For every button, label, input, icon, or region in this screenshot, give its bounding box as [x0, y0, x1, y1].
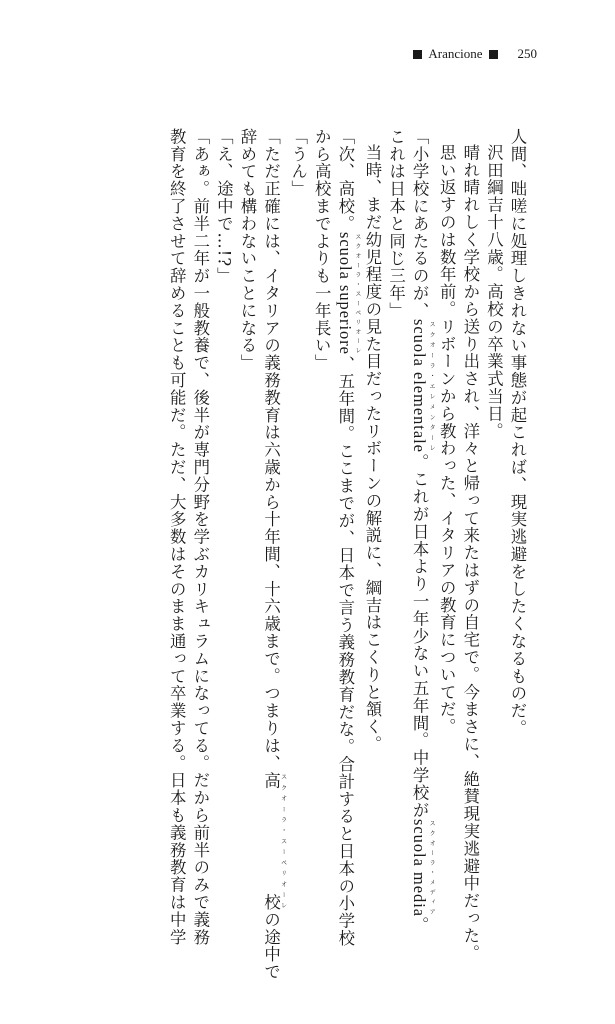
ruby-base: scuola elementale — [410, 319, 430, 454]
ruby-term — [410, 319, 436, 454]
text-line: 晴れ晴れしく学校から送り出され、洋々と帰って来たはずの自宅で。今まさに、絶賛現実逃避中だった。 — [460, 144, 480, 963]
text-line: 思い返すのは数年前。リボーンから教わった、イタリアの教育についてだ。 — [437, 144, 457, 736]
text-line: 「え、途中で…!?」 — [214, 128, 234, 285]
line-segment: 「次、高校。 — [335, 128, 355, 233]
line-segment: 「ただ正確には、イタリアの義務教育は六歳から十年間、十六歳まで。つまりは、 — [261, 128, 281, 772]
ruby-term — [261, 771, 287, 912]
text-line: これは日本と同じ三年」 — [386, 128, 406, 320]
ruby-reading: スクオーラ・エレメンターレ — [428, 319, 436, 454]
header-square-right — [489, 50, 498, 59]
text-line: 「あぁ。前半二年が一般教養で、後半が専門分野を学ぶカリキュラムになってる。だから前半のみで義務 — [190, 128, 210, 946]
header-square-left — [413, 50, 422, 59]
text-line — [259, 128, 287, 981]
line-segment: 、五年間。ここまでが、日本で言う義務教育だな。合計すると日本の小学校 — [335, 355, 355, 947]
text-line: 「うん」 — [288, 128, 308, 198]
text-line: 当時、まだ幼児程度の見た目だったリボーンの解説に、綱吉はこくりと頷く。 — [362, 144, 382, 754]
text-line — [333, 128, 360, 978]
ruby-reading: スクオーラ・スーペリオーレ — [279, 771, 287, 911]
text-line: 沢田綱吉十八歳。高校の卒業式当日。 — [484, 144, 504, 441]
ruby-base: scuola superiore — [335, 232, 355, 356]
page-number: 250 — [517, 46, 537, 61]
text-line: から高校までよりも一年長い」 — [312, 128, 332, 372]
line-segment: 。これが日本より一年少ない五年間。中学校が — [410, 453, 430, 819]
ruby-reading: スクオーラ・スーペリオーレ — [353, 232, 361, 356]
ruby-term — [410, 818, 436, 917]
ruby-base: scuola media — [410, 818, 430, 917]
line-segment: の途中で — [261, 911, 281, 981]
ruby-reading: スクオーラ・メディア — [428, 818, 436, 917]
text-line — [408, 128, 435, 978]
text-line: 人間、咄嗟に処理しきれない事態が起これば、現実逃避をしたくなるものだ。 — [508, 128, 527, 737]
ruby-base: 高 校 — [261, 771, 281, 912]
line-segment: 。 — [410, 916, 430, 935]
header-title: Arancione — [428, 46, 483, 61]
running-header — [413, 46, 537, 62]
text-line: 辞めても構わないことになる」 — [237, 128, 257, 372]
line-segment: 「小学校にあたるのが、 — [410, 128, 430, 320]
ruby-term — [335, 232, 361, 356]
text-line: 教育を終了させて辞めることも可能だ。ただ、大多数はそのまま通って卒業する。日本も義務教育は中学 — [167, 128, 187, 946]
body-text — [165, 128, 529, 981]
